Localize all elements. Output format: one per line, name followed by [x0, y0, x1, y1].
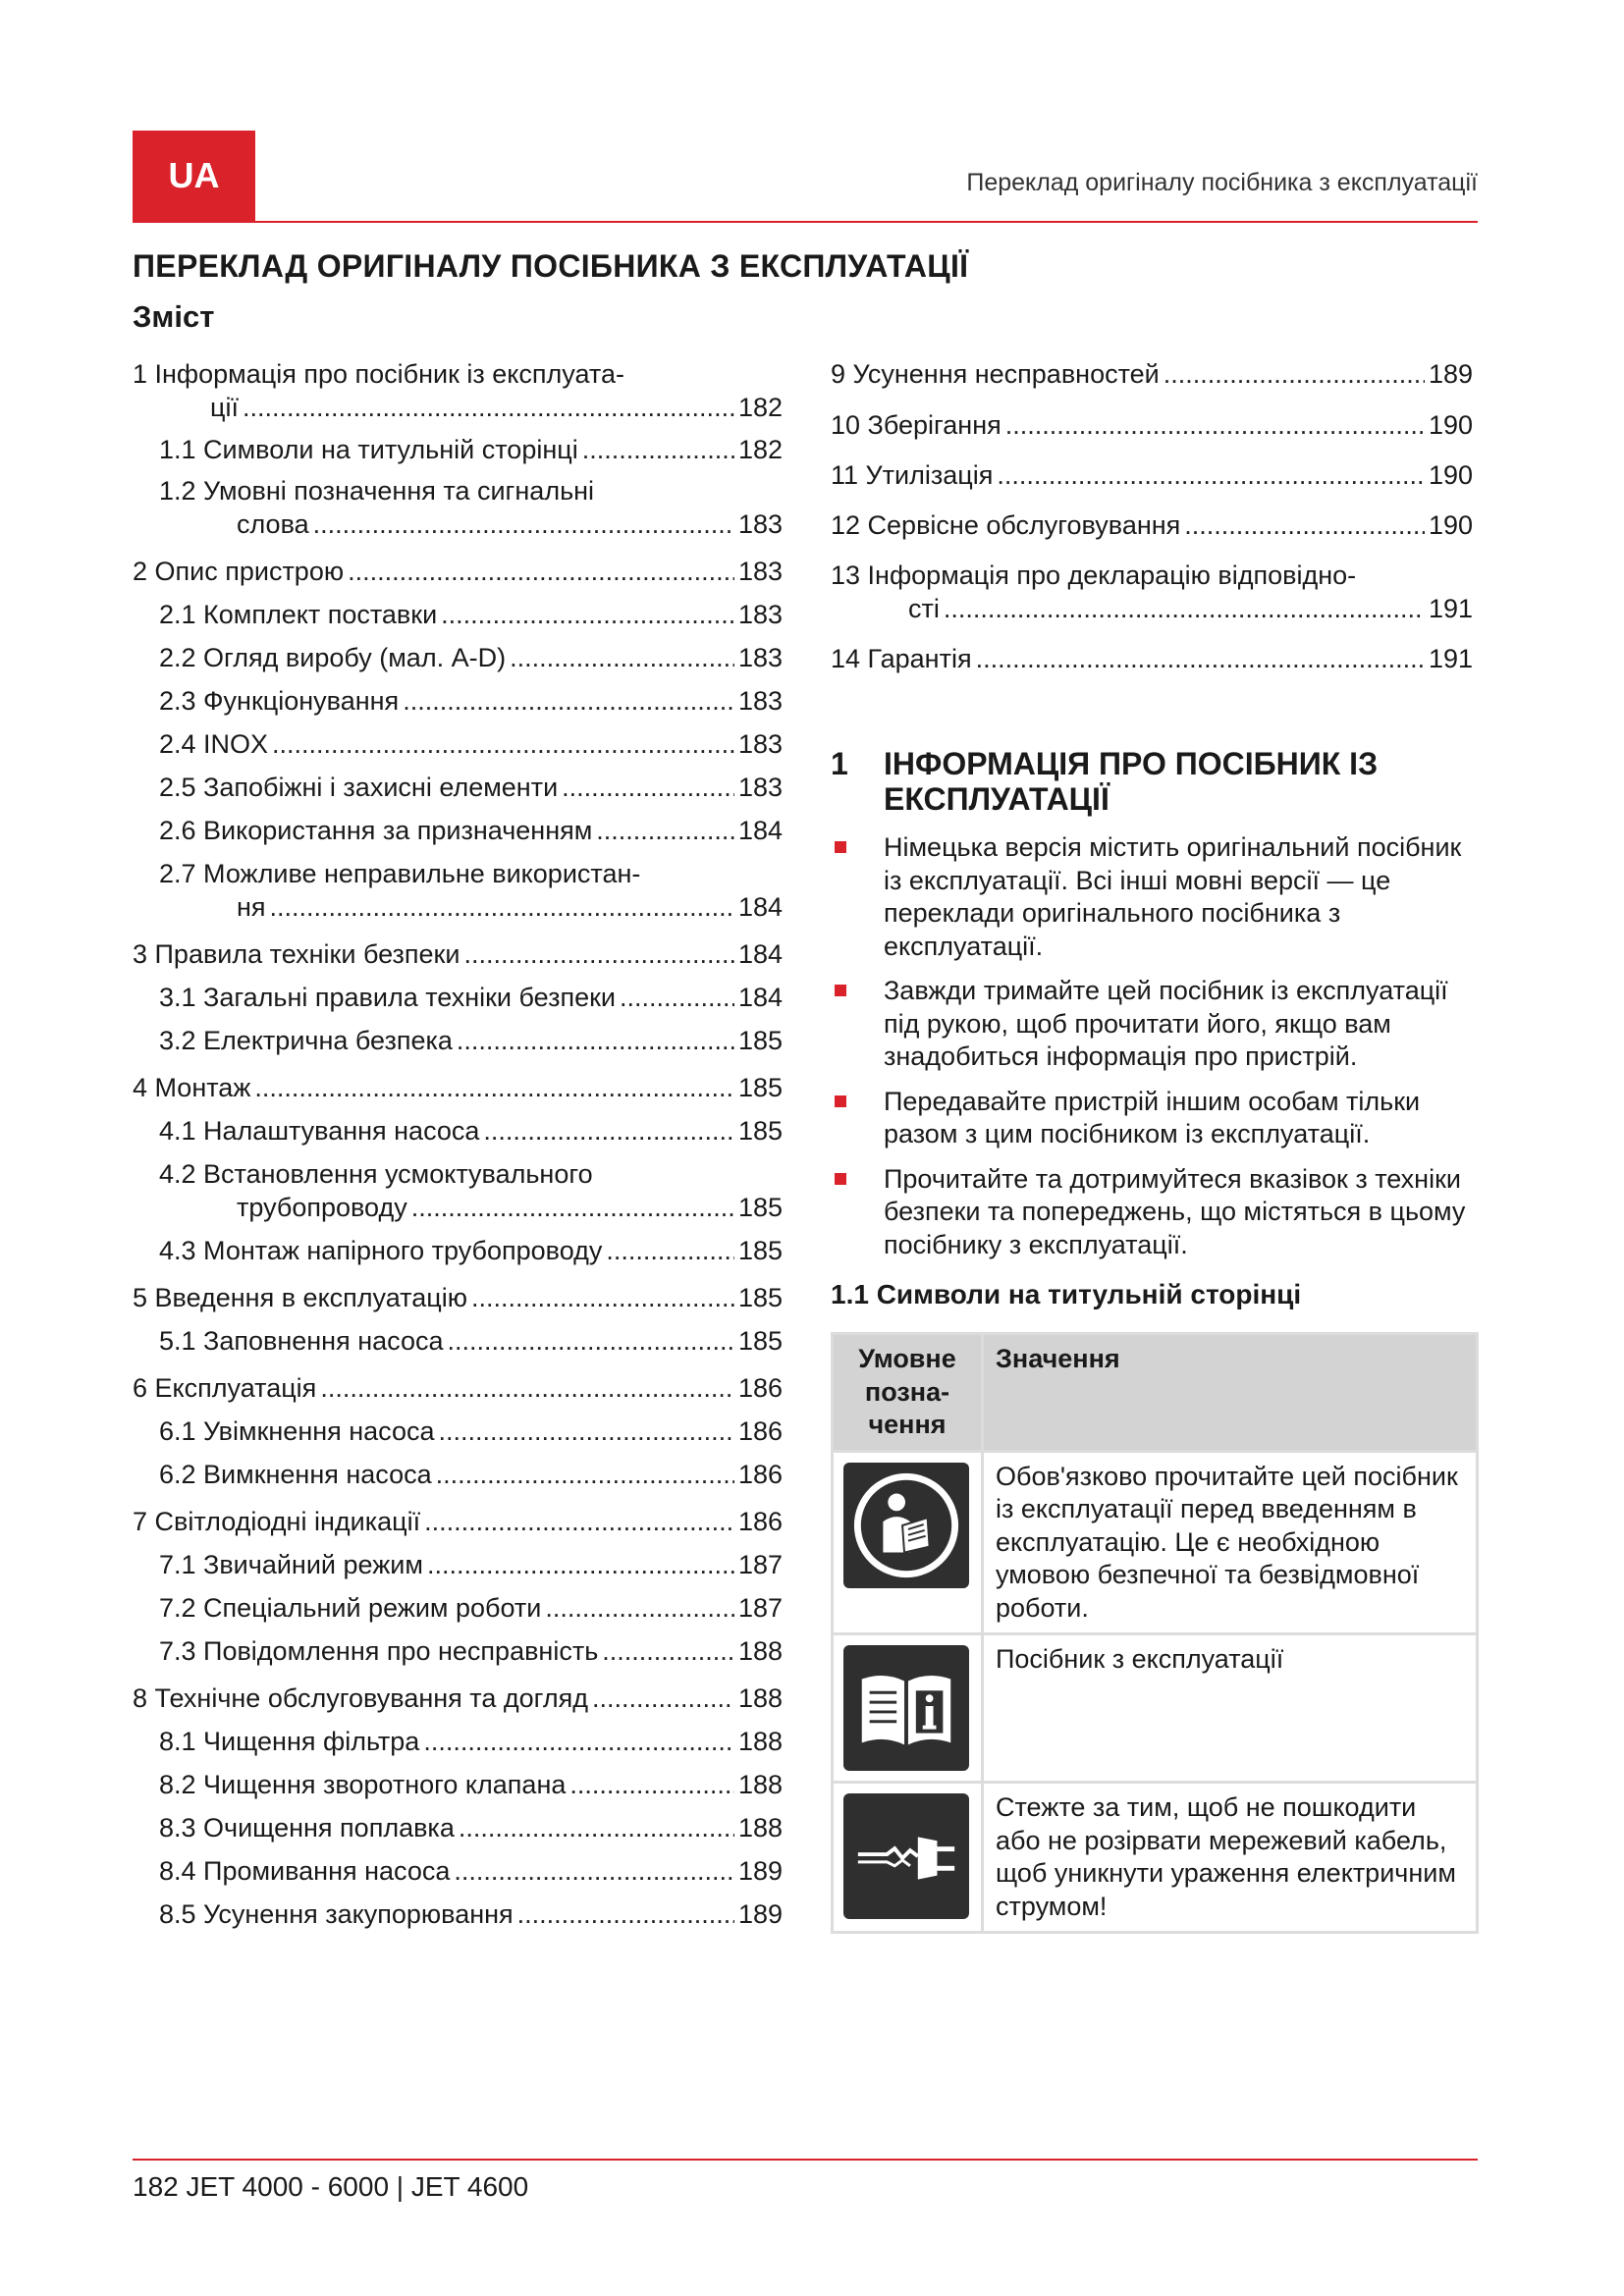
toc-entry-label: 6.2 Вимкнення насоса — [159, 1460, 432, 1489]
toc-entry — [159, 1415, 783, 1448]
toc-entry-label: 2.5 Запобіжні і захисні елементи — [159, 773, 559, 802]
toc-entry — [159, 1324, 783, 1358]
toc-page-number: 183 — [737, 729, 783, 759]
toc-entry — [159, 641, 783, 674]
toc-entry — [159, 1591, 783, 1625]
toc-leader-dots — [441, 598, 734, 631]
toc-entry — [159, 1548, 783, 1581]
toc-page-number: 190 — [1428, 460, 1473, 490]
toc-leader-dots — [582, 433, 734, 466]
meaning-cell: Обов'язково прочитайте цей посібник із експлуатації перед введенням в експлуатацію. Це є необхідною умовою безпечної та безвідмовної роботи. — [983, 1451, 1478, 1634]
toc-leader-dots — [447, 1324, 733, 1358]
toc-page-number: 190 — [1428, 410, 1473, 440]
toc-entry — [133, 1371, 783, 1405]
bullet-text: Передавайте пристрій іншим особам тільки разом з цим посібником із експлуатації. — [884, 1086, 1421, 1148]
toc-entry-label: 7 Світлодіодні індикації — [133, 1507, 421, 1536]
toc-entry — [159, 1854, 783, 1888]
toc-entry-label: 2 Опис пристрою — [133, 557, 345, 586]
toc-page-number: 188 — [737, 1727, 783, 1756]
toc-leader-dots — [439, 1415, 734, 1448]
toc-leader-dots — [454, 1854, 734, 1888]
toc-page-number: 183 — [737, 643, 783, 672]
toc-page-number: 188 — [737, 1813, 783, 1842]
toc-page-number: 185 — [737, 1026, 783, 1055]
toc-leader-dots — [997, 458, 1425, 492]
toc-page-number: 183 — [737, 773, 783, 802]
bullet-square-icon — [835, 1173, 846, 1185]
toc-leader-dots — [592, 1682, 734, 1715]
toc-page-number: 188 — [737, 1636, 783, 1666]
toc-entry-label: 2.7 Можливе неправильне використан- — [159, 859, 641, 888]
table-row — [833, 1634, 1478, 1783]
toc-entry-label: 8.5 Усунення закупорювання — [159, 1899, 514, 1929]
toc-entry-label: 11 Утилізація — [831, 460, 994, 490]
section-1-bullet-list — [831, 831, 1479, 1273]
toc-page-number: 190 — [1428, 510, 1473, 540]
toc-entry-label: 1.1 Символи на титульній сторінці — [159, 435, 578, 464]
toc-entry — [831, 357, 1473, 391]
toc-leader-dots — [620, 981, 734, 1014]
read-manual-icon — [843, 1463, 969, 1588]
toc-entry — [133, 1071, 783, 1104]
page-footer: 182 JET 4000 - 6000 | JET 4600 — [133, 2171, 529, 2202]
toc-leader-dots — [427, 1548, 734, 1581]
toc-entry-label: слова — [237, 509, 309, 539]
toc-entry — [159, 598, 783, 631]
toc-page-number: 186 — [737, 1373, 783, 1403]
bullet-text: Завжди тримайте цей посібник із експлуатації під рукою, щоб прочитати його, якщо вам знадобиться інформація про пристрій. — [884, 976, 1448, 1071]
toc-entry — [159, 1725, 783, 1758]
toc-left-column — [133, 357, 783, 1931]
toc-leader-dots — [313, 507, 734, 541]
bullet-text: Німецька версія містить оригінальний посібник із експлуатації. Всі інші мовні версії — це переклади оригінального посібника з експлуатації. — [884, 832, 1462, 961]
toc-leader-dots — [471, 1281, 734, 1314]
toc-entry-label: 10 Зберігання — [831, 410, 1001, 440]
toc-entry — [159, 857, 783, 924]
toc-page-number: 182 — [737, 393, 783, 422]
toc-page-number: 183 — [737, 509, 783, 539]
toc-entry-label: 14 Гарантія — [831, 644, 972, 673]
toc-entry-label: 7.1 Звичайний режим — [159, 1550, 423, 1579]
toc-leader-dots — [457, 1024, 734, 1057]
toc-entry-label: сті — [908, 594, 940, 623]
toc-entry — [159, 1114, 783, 1148]
toc-entry-label: 5 Введення в експлуатацію — [133, 1283, 467, 1312]
toc-entry-label: 3 Правила техніки безпеки — [133, 939, 460, 969]
symbol-cell — [833, 1634, 983, 1783]
toc-entry — [159, 1157, 783, 1224]
section-1-title-line1: ІНФОРМАЦІЯ ПРО ПОСІБНИК ІЗ — [884, 746, 1379, 781]
toc-page-number: 187 — [737, 1593, 783, 1623]
toc-entry — [159, 1234, 783, 1267]
toc-page-number: 183 — [737, 686, 783, 716]
toc-leader-dots — [1184, 508, 1425, 542]
toc-page-number: 184 — [737, 983, 783, 1012]
contents-heading: Зміст — [133, 299, 215, 334]
toc-page-number: 185 — [737, 1073, 783, 1102]
toc-entry — [133, 357, 783, 424]
toc-entry-label: 2.3 Функціонування — [159, 686, 400, 716]
toc-entry-label: 7.3 Повідомлення про несправність — [159, 1636, 599, 1666]
subsection-1-1-heading: 1.1 Символи на титульній сторінці — [831, 1279, 1302, 1309]
symbol-cell — [833, 1451, 983, 1634]
bullet-square-icon — [835, 985, 846, 996]
toc-entry-label: 2.4 INOX — [159, 729, 269, 759]
toc-entry-label: 7.2 Спеціальний режим роботи — [159, 1593, 542, 1623]
toc-leader-dots — [545, 1591, 734, 1625]
section-1-heading — [831, 746, 1479, 817]
symbols-table — [831, 1332, 1479, 1934]
toc-leader-dots — [270, 890, 734, 924]
toc-entry-label: 2.1 Комплект поставки — [159, 600, 438, 629]
toc-page-number: 185 — [737, 1326, 783, 1356]
toc-page-number: 183 — [737, 600, 783, 629]
toc-entry — [159, 1811, 783, 1844]
toc-entry-label: 8.4 Промивання насоса — [159, 1856, 451, 1886]
toc-entry — [831, 408, 1473, 442]
toc-page-number: 185 — [737, 1116, 783, 1146]
toc-entry-label: 4 Монтаж — [133, 1073, 251, 1102]
toc-right-column — [831, 357, 1473, 675]
list-item — [831, 1163, 1479, 1262]
damaged-cable-plug-icon — [843, 1793, 969, 1919]
toc-page-number: 191 — [1428, 594, 1473, 623]
toc-entry — [159, 1458, 783, 1491]
toc-page-number: 188 — [737, 1683, 783, 1713]
toc-entry — [159, 771, 783, 804]
toc-leader-dots — [403, 684, 734, 718]
toc-leader-dots — [596, 814, 734, 847]
toc-leader-dots — [976, 642, 1425, 675]
toc-leader-dots — [254, 1071, 734, 1104]
bullet-square-icon — [835, 841, 846, 853]
toc-page-number: 187 — [737, 1550, 783, 1579]
toc-leader-dots — [348, 555, 734, 588]
toc-page-number: 185 — [737, 1236, 783, 1265]
toc-entry-label: 4.2 Встановлення усмоктувального — [159, 1159, 593, 1189]
running-header: Переклад оригіналу посібника з експлуатації — [966, 169, 1478, 196]
toc-entry-label: 6.1 Увімкнення насоса — [159, 1416, 435, 1446]
toc-page-number: 189 — [737, 1856, 783, 1886]
toc-leader-dots — [944, 592, 1425, 625]
toc-entry-label: 1.2 Умовні позначення та сигнальні — [159, 476, 595, 506]
toc-entry — [133, 555, 783, 588]
toc-page-number: 183 — [737, 557, 783, 586]
language-badge: UA — [133, 131, 255, 221]
toc-page-number: 186 — [737, 1460, 783, 1489]
toc-entry — [133, 1505, 783, 1538]
column-header-meaning: Значення — [983, 1334, 1478, 1452]
toc-page-number: 184 — [737, 816, 783, 845]
column-header-symbol: Умовне позна-чення — [833, 1334, 983, 1452]
toc-entry — [831, 642, 1473, 675]
toc-leader-dots — [423, 1725, 734, 1758]
toc-entry-label: 3.1 Загальні правила техніки безпеки — [159, 983, 616, 1012]
toc-entry — [831, 559, 1473, 625]
toc-leader-dots — [243, 391, 734, 424]
symbol-cell — [833, 1783, 983, 1933]
toc-leader-dots — [436, 1458, 734, 1491]
toc-leader-dots — [517, 1897, 734, 1931]
toc-entry — [831, 508, 1473, 542]
toc-leader-dots — [1164, 357, 1425, 391]
toc-entry — [133, 1682, 783, 1715]
toc-entry-label: 4.1 Налаштування насоса — [159, 1116, 480, 1146]
toc-entry-label: 8.1 Чищення фільтра — [159, 1727, 420, 1756]
toc-page-number: 185 — [737, 1193, 783, 1222]
toc-leader-dots — [569, 1768, 734, 1801]
toc-entry — [159, 1768, 783, 1801]
toc-entry-label: 8.3 Очищення поплавка — [159, 1813, 455, 1842]
toc-entry — [831, 458, 1473, 492]
toc-leader-dots — [411, 1191, 734, 1224]
toc-leader-dots — [483, 1114, 734, 1148]
toc-entry-label: 6 Експлуатація — [133, 1373, 317, 1403]
list-item — [831, 975, 1479, 1074]
section-1-title-line2: ЕКСПЛУАТАЦІЇ — [884, 781, 1110, 817]
toc-entry-label: 1 Інформація про посібник із експлуата- — [133, 359, 624, 389]
toc-page-number: 185 — [737, 1283, 783, 1312]
toc-entry — [159, 684, 783, 718]
toc-leader-dots — [510, 641, 734, 674]
section-1-number: 1 — [831, 746, 848, 781]
toc-entry — [159, 1024, 783, 1057]
list-item — [831, 1086, 1479, 1151]
toc-leader-dots — [463, 937, 733, 971]
toc-entry-label: 3.2 Електрична безпека — [159, 1026, 453, 1055]
toc-entry-label: 8 Технічне обслуговування та догляд — [133, 1683, 589, 1713]
toc-leader-dots — [424, 1505, 734, 1538]
toc-entry-label: 4.3 Монтаж напірного трубопроводу — [159, 1236, 603, 1265]
toc-leader-dots — [320, 1371, 734, 1405]
toc-entry-label: 13 Інформація про декларацію відповідно- — [831, 561, 1357, 590]
toc-entry-label: 12 Сервісне обслуговування — [831, 510, 1181, 540]
table-row — [833, 1451, 1478, 1634]
toc-entry — [159, 727, 783, 761]
toc-leader-dots — [562, 771, 734, 804]
toc-entry — [159, 1897, 783, 1931]
toc-entry-label: 9 Усунення несправностей — [831, 359, 1160, 389]
toc-entry — [159, 981, 783, 1014]
toc-entry — [159, 433, 783, 466]
toc-leader-dots — [1005, 408, 1425, 442]
toc-page-number: 186 — [737, 1416, 783, 1446]
toc-entry — [159, 814, 783, 847]
toc-entry — [159, 1634, 783, 1668]
list-item — [831, 831, 1479, 963]
meaning-cell: Стежте за тим, щоб не пошкодити або не розірвати мережевий кабель, щоб уникнути ураження електричним струмом! — [983, 1783, 1478, 1933]
table-header-row — [833, 1334, 1478, 1452]
page-title: ПЕРЕКЛАД ОРИГІНАЛУ ПОСІБНИКА З ЕКСПЛУАТАЦІЇ — [133, 248, 969, 284]
toc-leader-dots — [272, 727, 734, 761]
manual-info-icon — [843, 1645, 969, 1771]
toc-entry-label: 5.1 Заповнення насоса — [159, 1326, 444, 1356]
toc-page-number: 182 — [737, 435, 783, 464]
bullet-text: Прочитайте та дотримуйтеся вказівок з техніки безпеки та попереджень, що містяться в цьому посібнику з експлуатації. — [884, 1163, 1466, 1259]
toc-page-number: 189 — [737, 1899, 783, 1929]
bullet-square-icon — [835, 1095, 846, 1107]
toc-entry — [133, 937, 783, 971]
toc-page-number: 191 — [1428, 644, 1473, 673]
toc-page-number: 184 — [737, 939, 783, 969]
meaning-cell: Посібник з експлуатації — [983, 1634, 1478, 1783]
toc-entry-label: 8.2 Чищення зворотного клапана — [159, 1770, 567, 1799]
header-divider — [133, 221, 1478, 223]
toc-entry — [133, 1281, 783, 1314]
toc-page-number: 189 — [1428, 359, 1473, 389]
table-row — [833, 1783, 1478, 1933]
toc-entry-label: ції — [210, 393, 239, 422]
toc-entry-label: 2.2 Огляд виробу (мал. A-D) — [159, 643, 507, 672]
toc-entry-label: 2.6 Використання за призначенням — [159, 816, 593, 845]
toc-leader-dots — [606, 1234, 734, 1267]
toc-entry-label: трубопроводу — [237, 1193, 407, 1222]
toc-entry — [159, 474, 783, 541]
toc-page-number: 188 — [737, 1770, 783, 1799]
toc-entry-label: ня — [237, 892, 266, 922]
footer-divider — [133, 2159, 1478, 2161]
toc-leader-dots — [459, 1811, 734, 1844]
toc-leader-dots — [602, 1634, 734, 1668]
toc-page-number: 184 — [737, 892, 783, 922]
toc-page-number: 186 — [737, 1507, 783, 1536]
